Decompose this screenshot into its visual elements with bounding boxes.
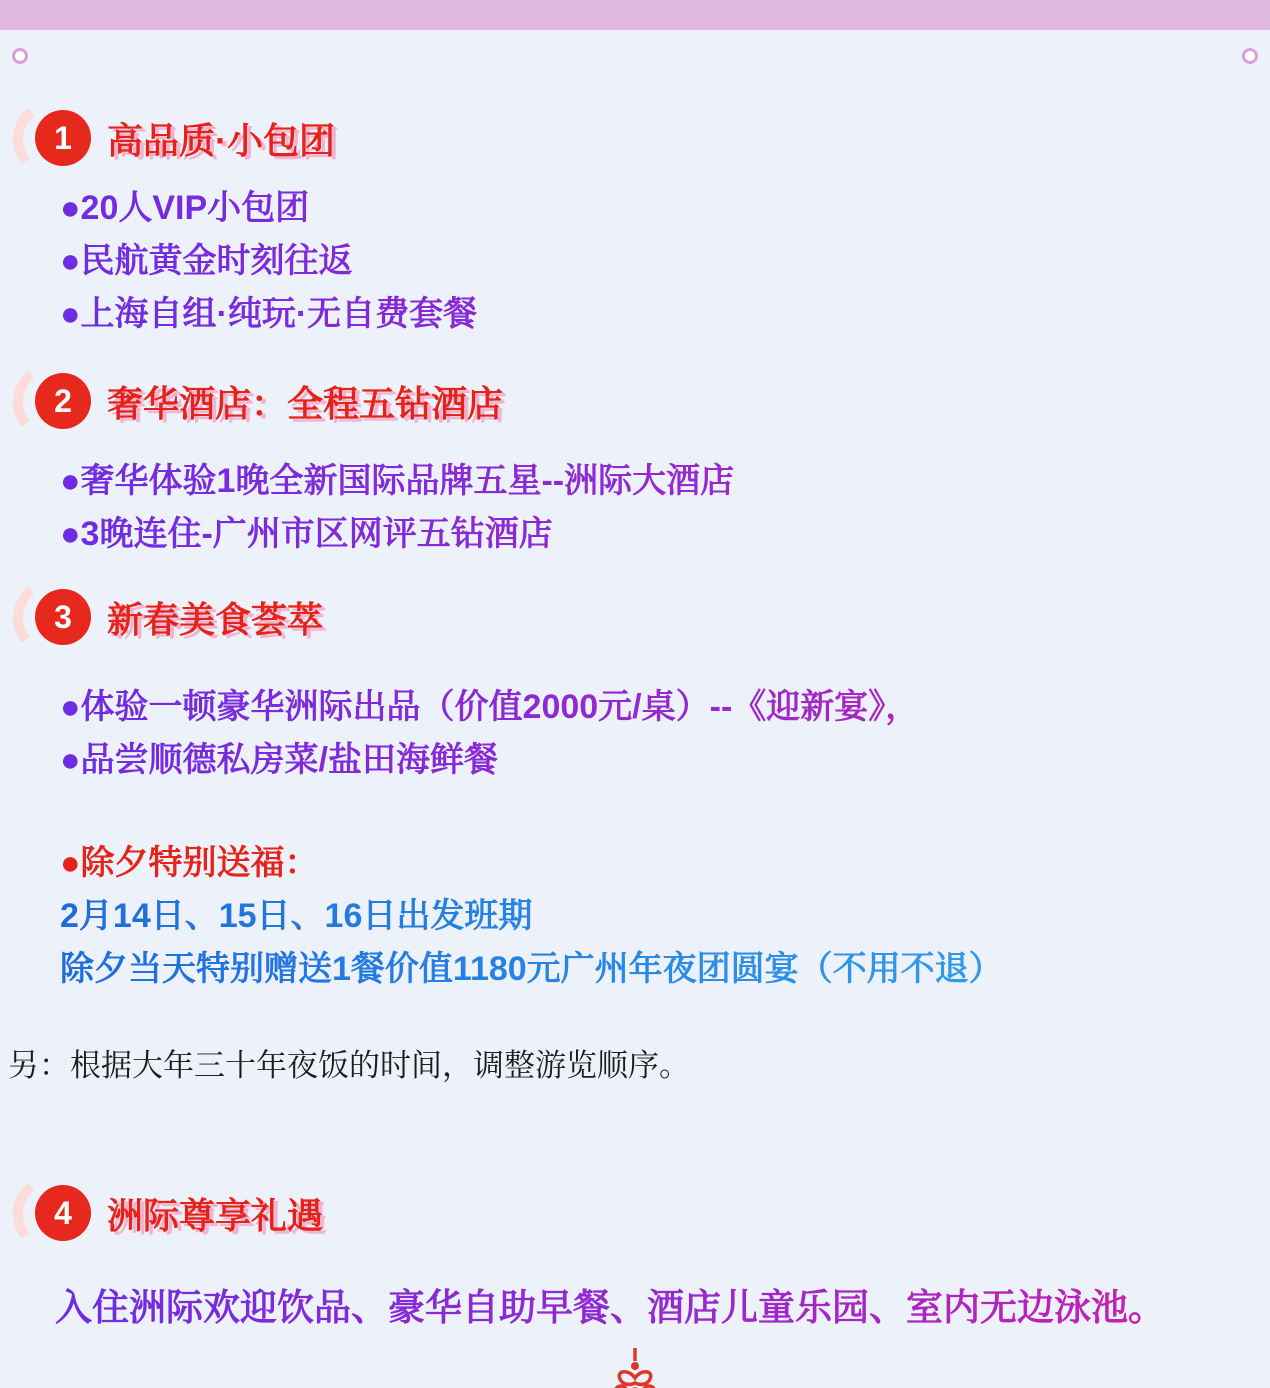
chinese-knot-icon (605, 1348, 665, 1388)
section-2-title: 奢华酒店：全程五钻酒店 (107, 382, 504, 424)
section-luxury-hotel (0, 373, 1270, 561)
section-2-bullets (60, 455, 1270, 561)
special-offer-label: ●除夕特别送福： (60, 844, 319, 882)
top-bar (0, 0, 1270, 30)
special-offer-block (60, 837, 1270, 996)
ring-right-icon (1242, 48, 1258, 64)
special-offer-line: 2月14日、15日、16日出发班期 (60, 890, 1215, 943)
section-1-number-badge (35, 110, 91, 166)
section-3-number-badge (35, 589, 91, 645)
section-2-header (35, 373, 1270, 429)
bullet-item: ●20人VIP小包团 (60, 182, 1215, 235)
bullet-item: ●品尝顺德私房菜/盐田海鲜餐 (60, 734, 1215, 787)
ring-left-icon (12, 48, 28, 64)
bullet-item: ●民航黄金时刻往返 (60, 235, 1215, 288)
section-1-header (35, 110, 1270, 166)
section-intercontinental-perks (0, 1185, 1270, 1333)
section-3-bullets (60, 681, 1270, 787)
section-1-bullets (60, 182, 1270, 341)
bullet-item: ●体验一顿豪华洲际出品（价值2000元/桌）--《迎新宴》， (60, 681, 1215, 734)
section-4-title: 洲际尊享礼遇 (107, 1194, 324, 1236)
section-number: 1 (54, 119, 72, 156)
bullet-item: ●奢华体验1晚全新国际品牌五星--洲际大酒店 (60, 455, 1215, 508)
section-3-header (35, 589, 1270, 645)
section-4-number-badge (35, 1185, 91, 1241)
section-number: 2 (54, 382, 72, 419)
schedule-note: 另：根据大年三十年夜饭的时间，调整游览顺序。 (8, 1048, 690, 1083)
bullet-item: ●3晚连住-广州市区网评五钻酒店 (60, 508, 1215, 561)
section-number: 3 (54, 598, 72, 635)
section-1-title: 高品质·小包团 (107, 119, 335, 161)
section-small-group (0, 110, 1270, 341)
section-4-content: 入住洲际欢迎饮品、豪华自助早餐、酒店儿童乐园、室内无边泳池。 (55, 1283, 1210, 1333)
bullet-item: ●上海自组·纯玩·无自费套餐 (60, 288, 1215, 341)
section-2-number-badge (35, 373, 91, 429)
section-4-header (35, 1185, 1270, 1241)
section-3-title: 新春美食荟萃 (107, 598, 324, 640)
section-new-year-food (0, 589, 1270, 996)
section-number: 4 (54, 1194, 72, 1231)
special-offer-line: 除夕当天特别赠送1餐价值1180元广州年夜团圆宴（不用不退） (60, 943, 1215, 996)
